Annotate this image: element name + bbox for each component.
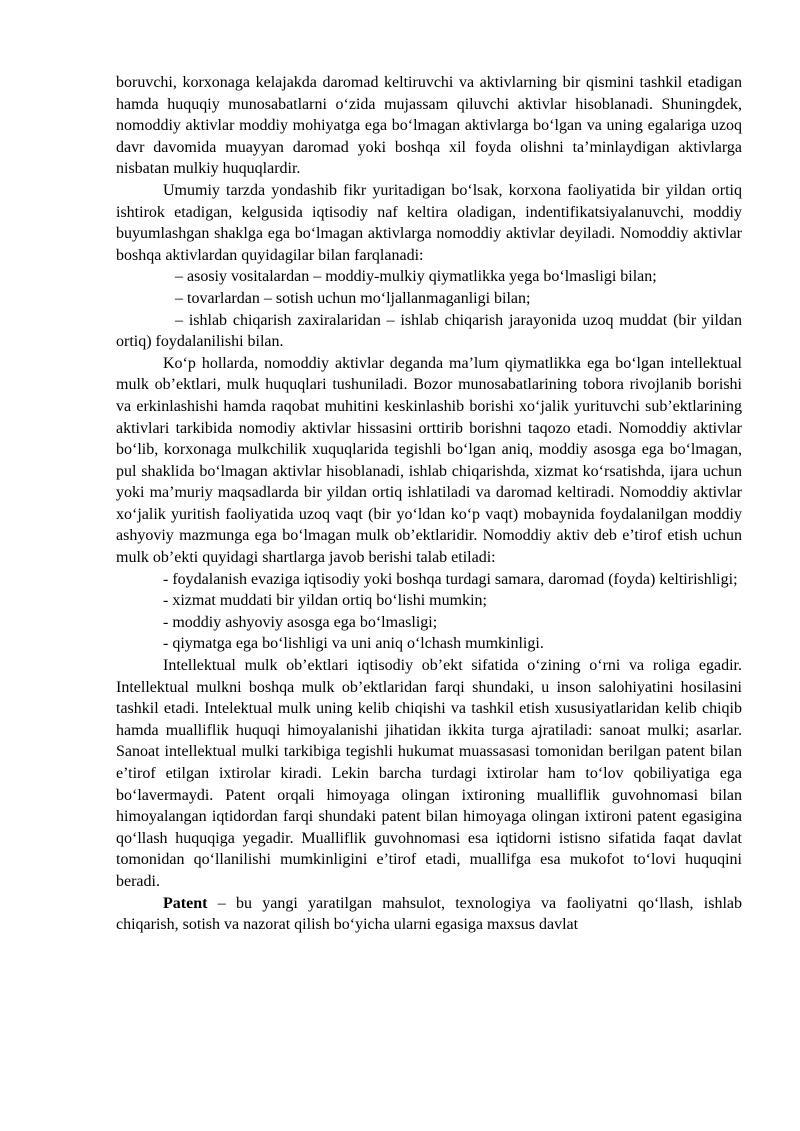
condition-item-1: - foydalanish evaziga iqtisodiy yoki boshqa turdagi samara, daromad (foyda) keltirishligi; bbox=[163, 570, 738, 588]
condition-item-4: - qiymatga ega bo‘lishligi va uni aniq o‘lchash mumkinligi. bbox=[163, 635, 544, 653]
paragraph-3: Ko‘p hollarda, nomoddiy aktivlar deganda ma’lum qiymatlikka ega bo‘lgan intellektual mulk ob’ektlari, mulk huquqlari tushuniladi. Bozor munosabatlarining tobora rivojlanib borishi va erkinlashishi hamda raqobat muhitini keskinlashib borishi xo‘jalik yurituvchi sub’ektlarining aktivlari tarkibida nomodiy aktivlar hissasini orttirib borishni taqozo etadi. Nomoddiy aktivlar bo‘lib, korxonaga mulkchilik xuquqlarida tegishli bo‘lgan aniq, moddiy asosga ega bo‘lmagan, pul shaklida bo‘lmagan aktivlar hisoblanadi, ishlab chiqarishda, xizmat ko‘rsatishda, ijara uchun yoki ma’muriy maqsadlarda bir yildan ortiq ishlatiladi va daromad keltiradi. Nomoddiy aktivlar xo‘jalik yuritish faoliyatida uzoq vaqt (bir yo‘ldan ko‘p vaqt) mobaynida foydalanilgan moddiy ashyoviy mazmunga ega bo‘lmagan mulk ob’ektlaridir. Nomoddiy aktiv deb e’tirof etish uchun mulk ob’ekti quyidagi shartlarga javob berishi talab etiladi: bbox=[116, 354, 742, 567]
dash-item-goods: – tovarlardan – sotish uchun mo‘ljallanmaganligi bilan; bbox=[175, 289, 531, 307]
condition-item-2: - xizmat muddati bir yildan ortiq bo‘lishi mumkin; bbox=[163, 592, 487, 610]
paragraph-2: Umumiy tarzda yondashib fikr yuritadigan bo‘lsak, korxona faoliyatida bir yildan ortiq ishtirok etadigan, kelgusida iqtisodiy naf keltira oladigan, indentifikatsiyalanuvchi, moddiy buyumlashgan shaklga ega bo‘lmagan aktivlarga nomoddiy aktivlar deyiladi. Nomoddiy aktivlar boshqa aktivlardan quyidagilar bilan farqlanadi: bbox=[116, 181, 742, 264]
paragraph-4: Intellektual mulk ob’ektlari iqtisodiy ob’ekt sifatida o‘zining o‘rni va roliga egadir. Intellektual mulkni boshqa mulk ob’ektlaridan farqi shundaki, u inson salohiyatini hosilasini tashkil etadi. Intelektual mulk uning kelib chiqishi va tashkil etish xususiyatlaridan kelib chiqib hamda mualliflik huquqi himoyalanishi jihatidan ikkita turga ajratiladi: sanoat mulki; asarlar. Sanoat intellektual mulki tarkibiga tegishli hukumat muassasasi tomonidan berilgan patent bilan e’tirof etilgan ixtirolar kiradi. Lekin barcha turdagi ixtirolar ham to‘lov qobiliyatiga ega bo‘lavermaydi. Patent orqali himoyaga olingan ixtironing mualliflik guvohnomasi bilan himoyalangan iqtidordan farqi shundaki patent bilan himoyaga olingan ixtironi patent egasigina qo‘llash huquqiga yegadir. Mualliflik guvohnomasi esa iqtidorni istisno sifatida faqat davlat tomonidan qo‘llanilishi mumkinligini e’tirof etadi, muallifga esa mukofot to‘lovi huquqini beradi. bbox=[116, 657, 742, 890]
condition-item-3: - moddiy ashyoviy asosga ega bo‘lmasligi; bbox=[163, 613, 438, 631]
patent-definition: – bu yangi yaratilgan mahsulot, texnologiya va faoliyatni qo‘llash, ishlab chiqarish, sotish va nazorat qilish bo‘yicha ularni egasiga maxsus davlat bbox=[116, 894, 742, 934]
paragraph-1: boruvchi, korxonaga kelajakda daromad keltiruvchi va aktivlarning bir qismini tashkil etadigan hamda huquqiy munosabatlarni o‘zida mujassam qiluvchi aktivlar hisoblanadi. Shuningdek, nomoddiy aktivlar moddiy mohiyatga ega bo‘lmagan aktivlarga bo‘lgan va uning egalariga uzoq davr davomida muayyan daromad yoki boshqa xil foyda olishni ta’minlaydigan aktivlarga nisbatan mulkiy huquqlardir. bbox=[116, 74, 742, 178]
dash-item-fixed-assets: – asosiy vositalardan – moddiy-mulkiy qiymatlikka yega bo‘lmasligi bilan; bbox=[175, 268, 657, 286]
dash-item-production-reserves: – ishlab chiqarish zaxiralaridan – ishlab chiqarish jarayonida uzoq muddat (bir yildan ortiq) foydalanilishi bilan. bbox=[116, 311, 742, 351]
document-page bbox=[116, 72, 742, 936]
patent-term: Patent bbox=[163, 894, 208, 912]
paragraph-5 bbox=[116, 893, 742, 936]
